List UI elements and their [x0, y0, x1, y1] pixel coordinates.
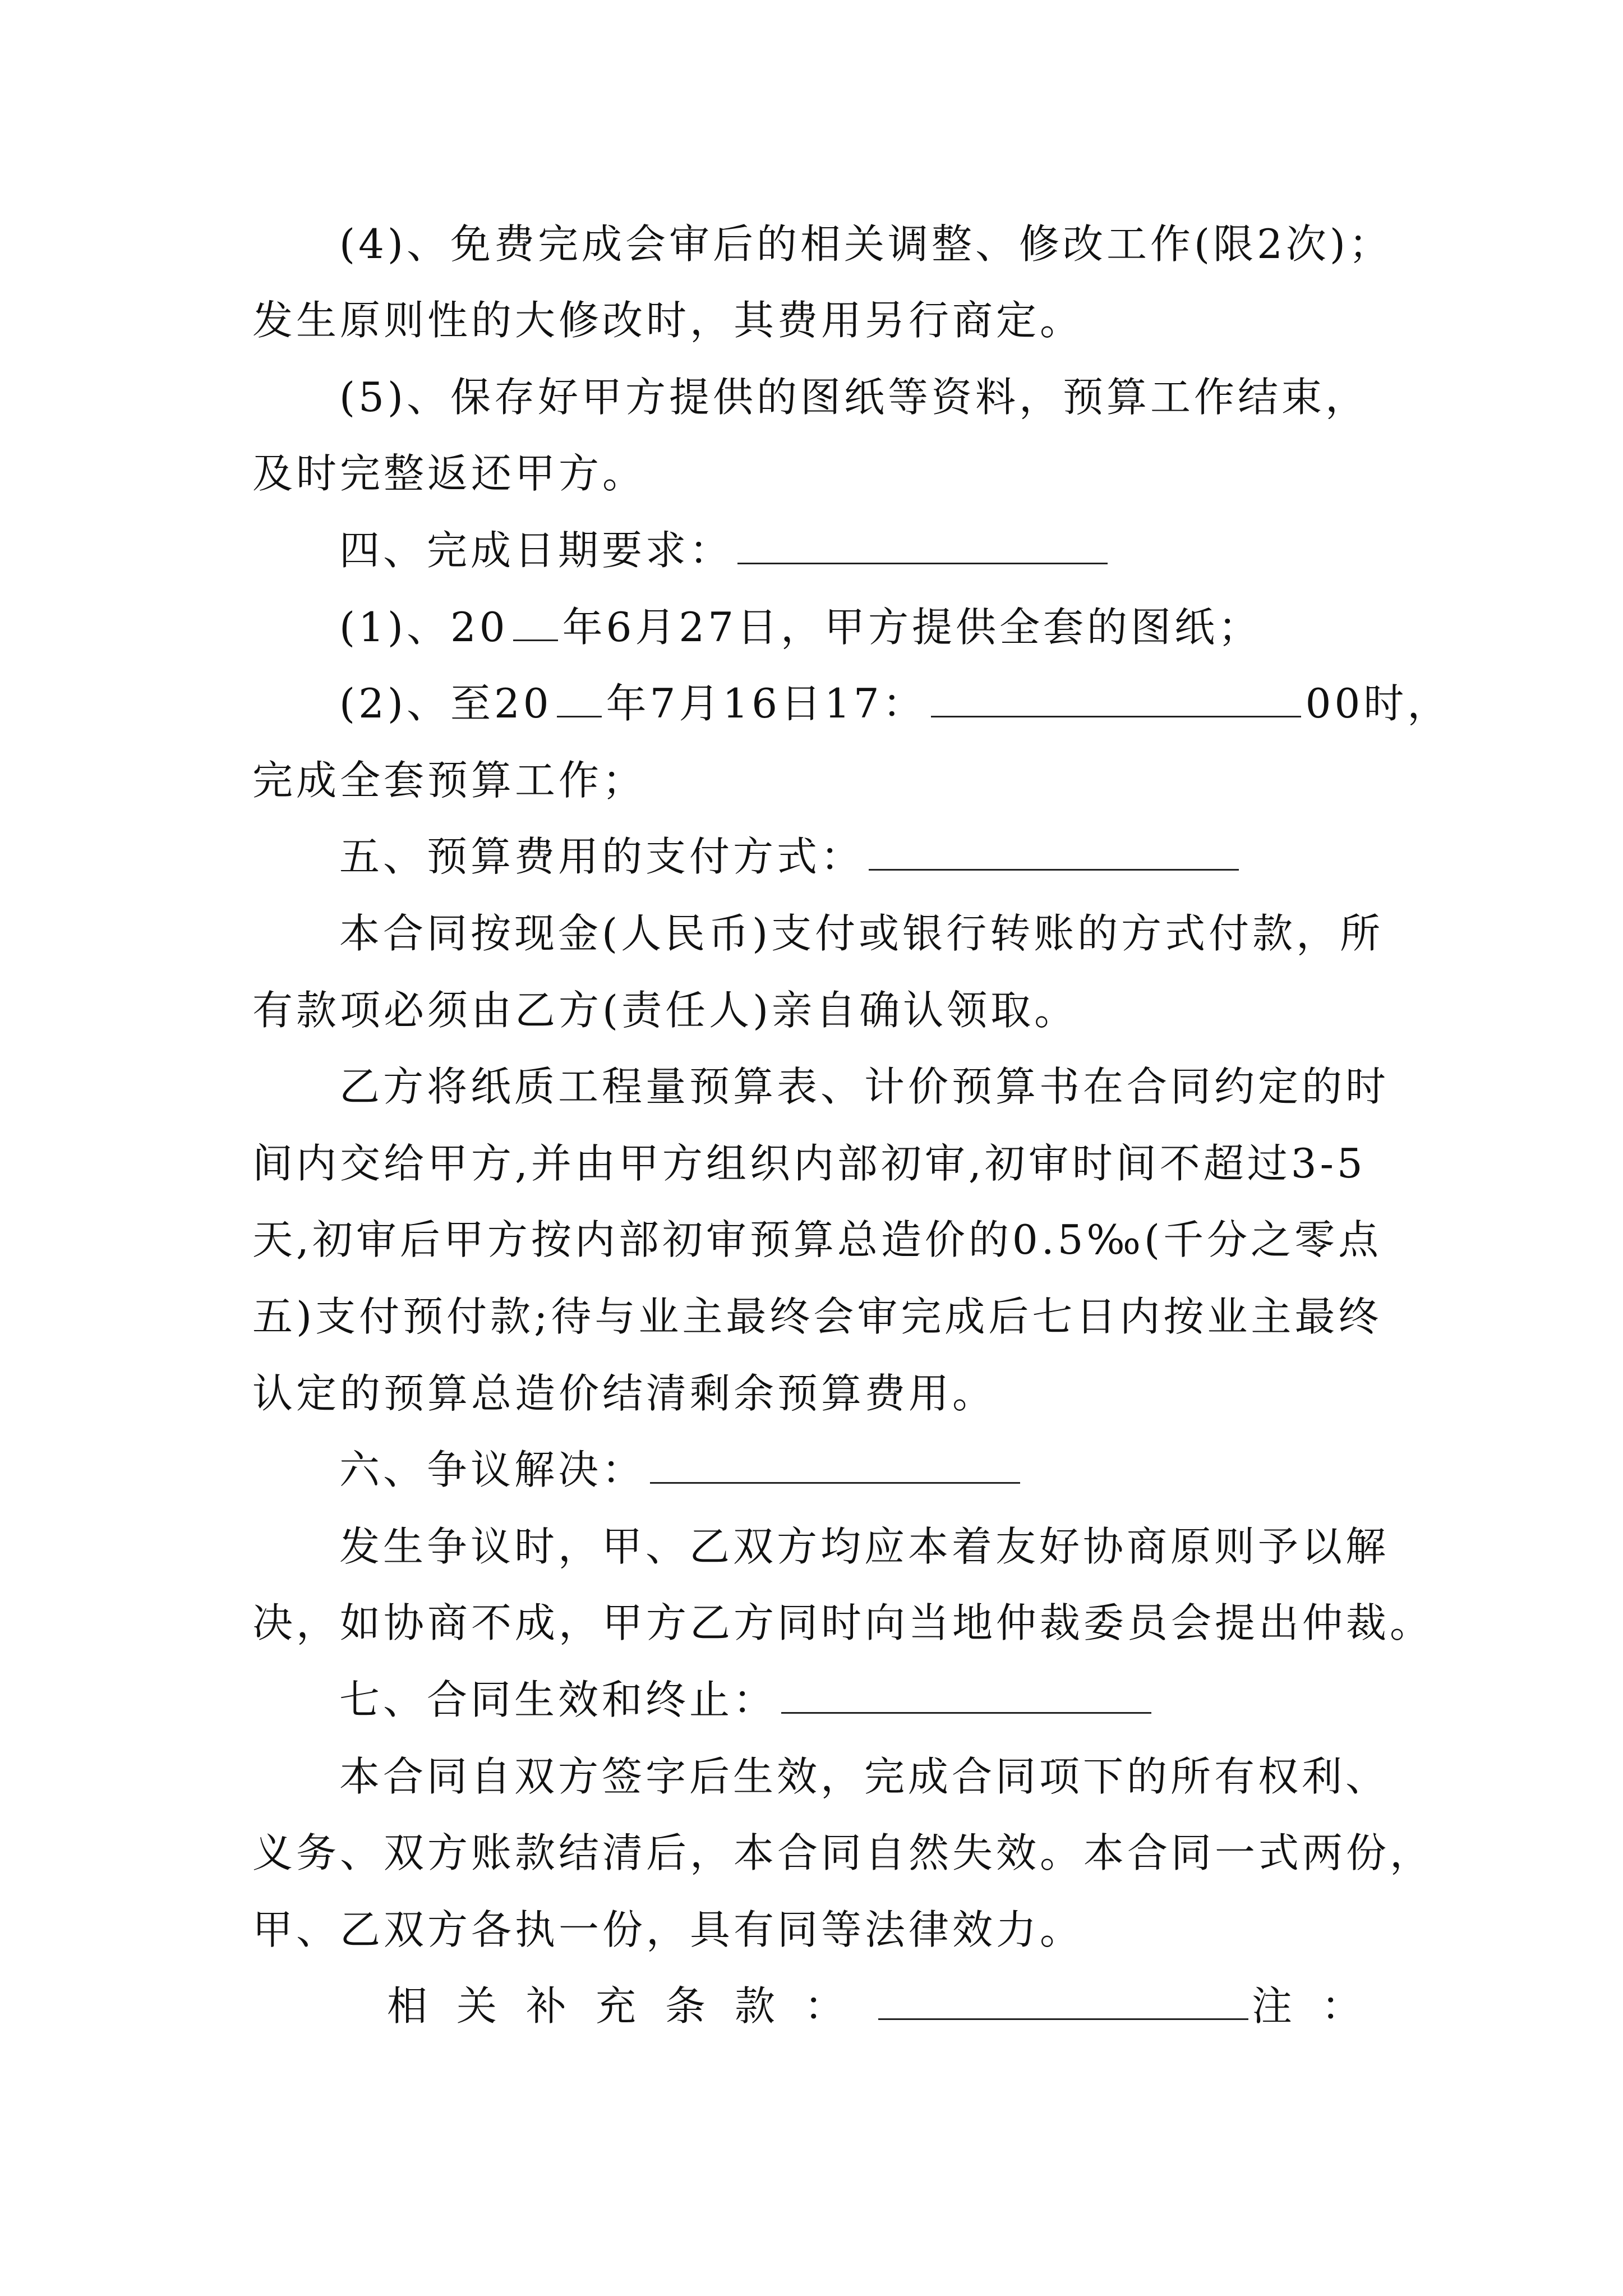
date-item-1-prefix: (1)、20 — [339, 604, 509, 651]
payment-para-1-text-cont: 有款项必须由乙方(责任人)亲自确认领取。 — [252, 987, 1078, 1034]
section-6-heading — [339, 1443, 1391, 1497]
payment-para-2-line-4 — [252, 1290, 1391, 1343]
payment-para-2-text-1: 乙方将纸质工程量预算表、计价预算书在合同约定的时 — [339, 1063, 1390, 1110]
section-5-title: 五、预算费用的支付方式： — [339, 833, 865, 880]
section-5-heading — [339, 830, 1391, 884]
clause-4-line-2 — [252, 293, 1391, 347]
supplementary-terms-blank[interactable] — [878, 1982, 1248, 2020]
payment-para-2-line-1 — [339, 1060, 1391, 1114]
date-item-2-prefix: (2)、至20 — [339, 680, 552, 727]
section-6-title: 六、争议解决： — [339, 1446, 646, 1493]
dispute-para-text-cont: 决，如协商不成，甲方乙方同时向当地仲裁委员会提出仲裁。 — [252, 1599, 1434, 1646]
dispute-para-line-2 — [252, 1596, 1434, 1650]
dispute-para-text: 发生争议时，甲、乙双方均应本着友好协商原则予以解 — [339, 1523, 1390, 1570]
effect-para-line-3 — [252, 1903, 1391, 1957]
clause-4-text-cont: 发生原则性的大修改时，其费用另行商定。 — [252, 297, 1084, 344]
section-7-title: 七、合同生效和终止： — [339, 1676, 777, 1723]
supplementary-terms-label: 相关补充条款： — [387, 1982, 874, 2030]
date-item-2-year-blank[interactable] — [557, 680, 602, 717]
effect-para-text-3: 甲、乙双方各执一份，具有同等法律效力。 — [252, 1906, 1084, 1953]
effect-para-text-2: 义务、双方账款结清后，本合同自然失效。本合同一式两份， — [252, 1829, 1434, 1876]
clause-5-line-2 — [252, 447, 1391, 500]
effect-para-line-1 — [339, 1750, 1391, 1803]
clause-5-text-cont: 及时完整返还甲方。 — [252, 450, 647, 497]
payment-para-2-text-3: 天,初审后甲方按内部初审预算总造价的0.5‰(千分之零点 — [252, 1216, 1382, 1263]
payment-para-2-line-5 — [252, 1366, 1391, 1420]
note-label: 注： — [1251, 1982, 1391, 2030]
payment-para-2-line-3 — [252, 1213, 1391, 1267]
effect-para-text-1: 本合同自双方签字后生效，完成合同项下的所有权利、 — [339, 1753, 1390, 1800]
date-item-2-middle: 年7月16日17： — [606, 680, 926, 727]
effect-para-line-2 — [252, 1826, 1434, 1880]
date-item-2-text-cont: 完成全套预算工作； — [252, 757, 647, 804]
section-7-blank-field[interactable] — [781, 1676, 1151, 1714]
dispute-para-line-1 — [339, 1520, 1391, 1573]
payment-para-1-line-1 — [339, 907, 1391, 960]
date-item-1-suffix: 年6月27日，甲方提供全套的图纸； — [562, 604, 1262, 651]
date-item-2 — [339, 677, 1451, 730]
date-item-1-year-blank[interactable] — [513, 604, 558, 641]
section-4-title: 四、完成日期要求： — [339, 527, 734, 574]
section-7-heading — [339, 1673, 1391, 1727]
payment-para-1-text: 本合同按现金(人民币)支付或银行转账的方式付款，所 — [339, 910, 1384, 957]
payment-para-2-line-2 — [252, 1137, 1391, 1190]
section-4-heading — [339, 523, 1391, 577]
date-item-2-time-blank[interactable] — [931, 680, 1301, 717]
date-item-1 — [339, 600, 1391, 654]
payment-para-1-line-2 — [252, 983, 1391, 1037]
clause-5-text: (5)、保存好甲方提供的图纸等资料，预算工作结束， — [339, 374, 1369, 421]
supplementary-terms-line — [387, 1979, 1391, 2033]
section-4-blank-field[interactable] — [737, 527, 1108, 564]
section-6-blank-field[interactable] — [650, 1446, 1020, 1484]
section-5-blank-field[interactable] — [869, 833, 1239, 871]
clause-5-line-1 — [339, 370, 1391, 424]
clause-4-text: (4)、免费完成会审后的相关调整、修改工作(限2次)； — [339, 220, 1393, 268]
payment-para-2-text-4: 五)支付预付款;待与业主最终会审完成后七日内按业主最终 — [252, 1293, 1382, 1340]
date-item-2-cont — [252, 753, 1391, 807]
payment-para-2-text-5: 认定的预算总造价结清剩余预算费用。 — [252, 1370, 997, 1417]
payment-para-2-text-2: 间内交给甲方,并由甲方组织内部初审,初审时间不超过3-5 — [252, 1140, 1366, 1187]
clause-4-line-1 — [339, 217, 1391, 271]
date-item-2-suffix: 00时， — [1305, 680, 1451, 727]
